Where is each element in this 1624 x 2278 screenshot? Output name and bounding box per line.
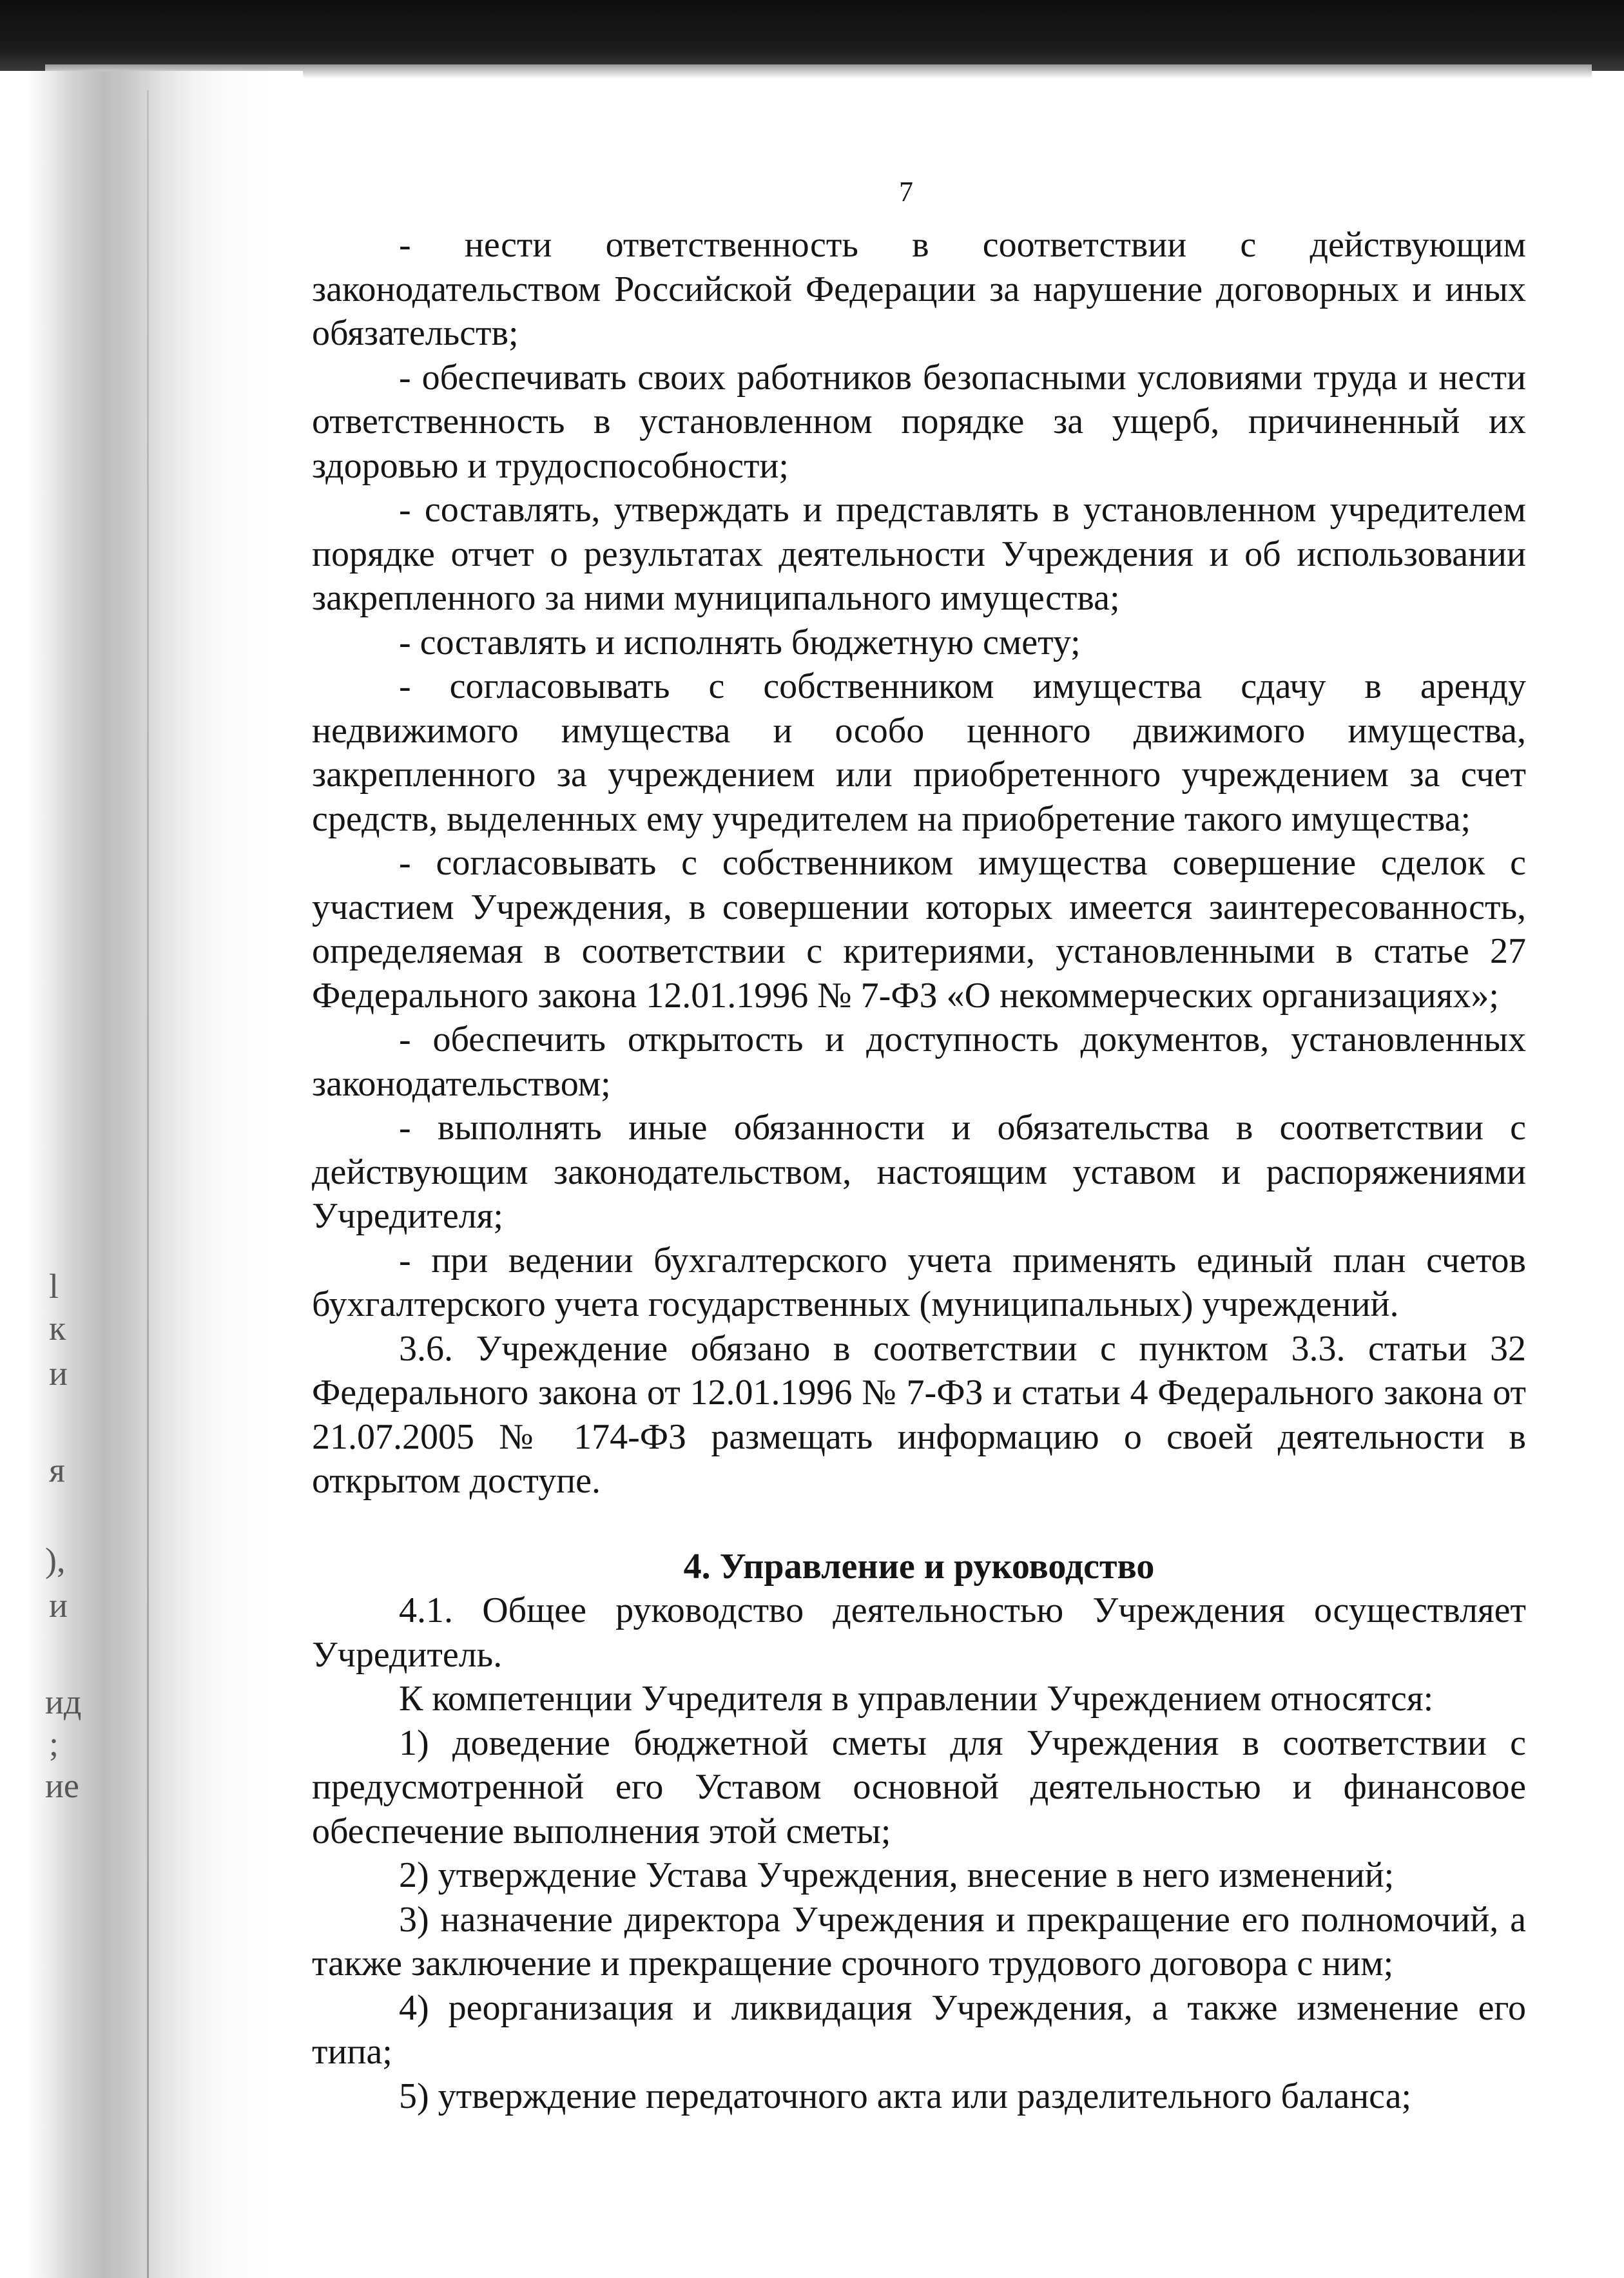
scan-top-border — [0, 0, 1624, 71]
page-number: 7 — [899, 176, 913, 208]
paragraph: - обеспечить открытость и доступность документов, установленных законодательством; — [312, 1019, 1526, 1104]
list-item: 2) утверждение Устава Учреждения, внесение в него изменений; — [399, 1855, 1395, 1895]
section-heading: 4. Управление и руководство — [683, 1546, 1155, 1587]
bleed-glyph: к — [49, 1309, 66, 1347]
paragraph: - нести ответственность в соответствии с действующим законодательством Российской Федерации за нарушение договорных и иных обязательств; — [312, 225, 1526, 353]
paragraph: - составлять и исполнять бюджетную смету; — [399, 622, 1081, 662]
list-item: 5) утверждение передаточного акта или разделительного баланса; — [399, 2076, 1412, 2116]
paragraph: - составлять, утверждать и представлять в установленном учредителем порядке отчет о результатах деятельности Учреждения и об использовании закрепленного за ними муниципального имущества; — [312, 490, 1526, 618]
paragraph: 3.6. Учреждение обязано в соответствии с пунктом 3.3. статьи 32 Федерального закона от 12.01.1996 № 7-ФЗ и статьи 4 Федерального закона от 21.07.2005 № 174-ФЗ размещать информацию о своей деятельности в открытом доступе. — [312, 1328, 1526, 1501]
bleed-glyph: ие — [45, 1766, 79, 1805]
paragraph: К компетенции Учредителя в управлении Учреждением относятся: — [399, 1679, 1434, 1719]
list-item: 1) доведение бюджетной сметы для Учреждения в соответствии с предусмотренной его Уставом основной деятельностью и финансовое обеспечение выполнения этой сметы; — [312, 1723, 1526, 1851]
bleed-glyph: l — [49, 1267, 59, 1306]
paragraph: - при ведении бухгалтерского учета применять единый план счетов бухгалтерского учета государственных (муниципальных) учреждений. — [312, 1240, 1526, 1324]
bleed-glyph: и — [49, 1354, 68, 1393]
bleed-glyph: ), — [45, 1541, 66, 1579]
bleed-glyph: и — [49, 1586, 68, 1625]
paragraph: - обеспечивать своих работников безопасными условиями труда и нести ответственность в установленном порядке за ущерб, причиненный их здоровью и трудоспособности; — [312, 357, 1526, 486]
paragraph: - согласовывать с собственником имущества совершение сделок с участием Учреждения, в совершении которых имеется заинтересованность, определяемая в соответствии с критериями, установленными в статье 27 Федерального закона 12.01.1996 № 7-ФЗ «О некоммерческих организациях»; — [312, 843, 1526, 1016]
document-body — [312, 223, 1526, 2118]
list-item: 4) реорганизация и ликвидация Учреждения, а также изменение его типа; — [312, 1987, 1526, 2072]
paragraph: - выполнять иные обязанности и обязательства в соответствии с действующим законодательством, настоящим уставом и распоряжениями Учредителя; — [312, 1108, 1526, 1236]
bleed-glyph: я — [49, 1451, 65, 1489]
bleed-glyph: ; — [49, 1724, 59, 1763]
paragraph: - согласовывать с собственником имущества сдачу в аренду недвижимого имущества и особо ценного движимого имущества, закрепленного за учреждением или приобретенного учреждением за счет средств, выделенных ему учредителем на приобретение такого имущества; — [312, 666, 1526, 839]
bleed-glyph: ид — [45, 1683, 82, 1721]
bleed-through-text — [0, 0, 103, 2278]
list-item: 3) назначение директора Учреждения и прекращение его полномочий, а также заключение и прекращение срочного трудового договора с ним; — [312, 1899, 1526, 1984]
paragraph: 4.1. Общее руководство деятельностью Учреждения осуществляет Учредитель. — [312, 1590, 1526, 1675]
page-fold-line — [147, 90, 149, 2278]
